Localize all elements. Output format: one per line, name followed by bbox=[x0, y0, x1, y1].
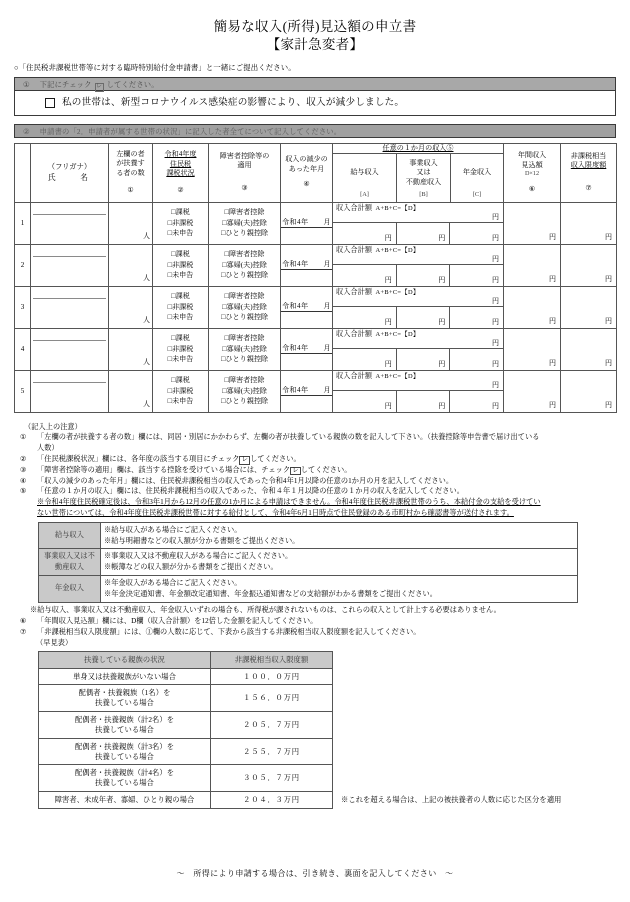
decrease-year-month-cell[interactable] bbox=[281, 202, 333, 244]
hayami-row bbox=[39, 668, 583, 685]
household-income-table bbox=[14, 143, 617, 413]
checkbox-option[interactable]: □非課税 bbox=[167, 385, 194, 395]
income-total-label: 収入合計額 A+B+C=【D】 bbox=[336, 329, 420, 338]
checkbox-option[interactable]: □未申告 bbox=[167, 312, 194, 322]
note-6-text: 「年間収入見込額」欄には、D欄（収入合計額）を12倍した金額を記入してください。 bbox=[37, 617, 318, 626]
header-limit bbox=[561, 143, 617, 202]
page-title: 簡易な収入(所得)見込額の申立書 bbox=[213, 19, 417, 34]
deduction-checkboxes[interactable] bbox=[209, 328, 281, 370]
header-annual-l1: 年間収入 bbox=[517, 151, 547, 160]
dependents-count-cell[interactable] bbox=[109, 244, 153, 286]
header-business-l1: 事業収入 bbox=[409, 158, 438, 167]
salary-input[interactable] bbox=[333, 223, 397, 244]
name-input-cell[interactable] bbox=[31, 328, 109, 370]
table-row bbox=[15, 244, 617, 286]
name-input-cell[interactable] bbox=[31, 370, 109, 412]
hayami-row bbox=[39, 792, 583, 809]
table-body bbox=[15, 202, 617, 412]
name-input-cell[interactable] bbox=[31, 286, 109, 328]
page-subtitle: 【家計急変者】 bbox=[266, 37, 364, 53]
main-table-wrap bbox=[14, 143, 616, 413]
monthly-income-cell[interactable] bbox=[333, 328, 504, 370]
unit-nin: 人 bbox=[143, 315, 150, 324]
yen-unit: 円 bbox=[438, 359, 446, 368]
section1-number: ① bbox=[23, 79, 30, 89]
salary-input[interactable] bbox=[333, 391, 397, 412]
header-limit-mark: ⑦ bbox=[585, 183, 592, 192]
yen-unit: 円 bbox=[492, 233, 499, 242]
hayami-head bbox=[39, 651, 583, 668]
income-kind-label: 給与収入 bbox=[39, 522, 101, 549]
income-kind-row bbox=[39, 549, 578, 576]
note-6-num: ⑥ bbox=[20, 617, 27, 626]
header-business-mark: [B] bbox=[419, 190, 428, 198]
yen-unit: 円 bbox=[384, 275, 392, 284]
year-month-text: 令和4年 月 bbox=[281, 260, 332, 271]
footer-note: ～ 所得により申請する場合は、引き続き、裏面を記入してください ～ bbox=[14, 864, 616, 884]
note-1-num: ① bbox=[20, 433, 27, 442]
check-mark-icon: レ bbox=[292, 466, 299, 474]
yen-unit: 円 bbox=[492, 380, 500, 389]
hayami-label: （早見表） bbox=[36, 638, 73, 647]
row-number: 1 bbox=[15, 202, 31, 244]
hayami-note bbox=[333, 685, 583, 712]
year-month-text: 令和4年 月 bbox=[281, 218, 332, 229]
yen-unit: 円 bbox=[492, 338, 500, 347]
section2-text: 申請書の「2．申請者が属する世帯の状況」に記入した者全てについて記入してください。 bbox=[39, 126, 342, 136]
header-deduction bbox=[209, 143, 281, 202]
checkbox-option[interactable]: □未申告 bbox=[167, 228, 194, 238]
salary-input[interactable] bbox=[333, 265, 397, 286]
pension-income-input[interactable] bbox=[450, 391, 503, 412]
hayami-row bbox=[39, 765, 583, 792]
note-7-text: 「非課税相当収入限度額」には、①欄の人数に応じて、下表から該当する非課税相当収入限度額を記入してください。 bbox=[37, 628, 421, 637]
table-row bbox=[15, 370, 617, 412]
yen-unit: 円 bbox=[492, 317, 499, 326]
header-annual-mark: ⑥ bbox=[528, 184, 536, 193]
row-number: 4 bbox=[15, 328, 31, 370]
header-decrease-month bbox=[281, 143, 333, 202]
checkbox-option[interactable]: □寡婦(夫)控除 bbox=[222, 301, 267, 311]
salary-input[interactable] bbox=[333, 307, 397, 328]
title-block bbox=[0, 0, 630, 54]
year-month-text: 令和4年 月 bbox=[281, 302, 332, 313]
hayami-row bbox=[39, 712, 583, 739]
dependents-count-cell[interactable] bbox=[109, 286, 153, 328]
yen-unit: 円 bbox=[605, 400, 613, 409]
hayami-amount: ２０５．７万円 bbox=[211, 712, 333, 739]
unit-nin: 人 bbox=[143, 357, 150, 366]
deduction-checkboxes[interactable] bbox=[209, 286, 281, 328]
tax-status-checkboxes[interactable] bbox=[153, 202, 209, 244]
tax-status-checkboxes[interactable] bbox=[153, 244, 209, 286]
hayami-body bbox=[39, 668, 583, 808]
checkbox-option[interactable]: □障害者控除 bbox=[224, 248, 265, 258]
tax-exempt-limit-input[interactable] bbox=[561, 286, 617, 328]
income-kind-desc bbox=[101, 549, 578, 576]
hayami-status: 配偶者・扶養親族（計3名）を 扶養している場合 bbox=[39, 738, 211, 765]
check-mark-icon: レ bbox=[241, 455, 249, 463]
check-glyph-icon: レ bbox=[96, 83, 103, 90]
deduction-checkboxes[interactable] bbox=[209, 202, 281, 244]
annual-income-input[interactable] bbox=[504, 328, 561, 370]
income-kind-line: ※給与収入がある場合にご記入ください。 bbox=[104, 525, 242, 534]
note-5-text: 「任意の１か月の収入」欄には、住民税非課税相当の収入であった、令和４年１月以降の任意の１か月の収入を記入してください。 bbox=[37, 487, 464, 496]
header-tax-status-l1: 令和4年度 bbox=[164, 150, 197, 159]
notes-heading: （記入上の注意） bbox=[24, 422, 82, 431]
yen-unit: 円 bbox=[492, 296, 500, 305]
tax-status-checkboxes[interactable] bbox=[153, 328, 209, 370]
yen-unit: 円 bbox=[605, 232, 613, 241]
checkbox-option[interactable]: □未申告 bbox=[167, 270, 194, 280]
header-limit-l2: 収入限度額 bbox=[570, 161, 607, 170]
business-income-input[interactable] bbox=[397, 265, 451, 286]
yen-unit: 円 bbox=[384, 359, 392, 368]
business-income-input[interactable] bbox=[397, 223, 451, 244]
hayami-table bbox=[38, 651, 583, 809]
checkbox-option[interactable]: □非課税 bbox=[167, 217, 194, 227]
income-kind-row bbox=[39, 522, 578, 549]
checkbox-option[interactable]: □課税 bbox=[171, 206, 190, 216]
income-kind-line: ※年金収入がある場合にご記入ください。 bbox=[104, 578, 242, 587]
hayami-status: 単身又は扶養親族がいない場合 bbox=[39, 668, 211, 685]
decrease-year-month-cell[interactable] bbox=[281, 328, 333, 370]
income-kind-label: 年金収入 bbox=[39, 575, 101, 602]
yen-unit: 円 bbox=[384, 233, 392, 242]
header-decrease-month-mark: ④ bbox=[303, 180, 310, 189]
business-income-input[interactable] bbox=[397, 391, 451, 412]
checkbox-option[interactable]: □寡婦(夫)控除 bbox=[222, 343, 267, 353]
decrease-year-month-cell[interactable] bbox=[281, 370, 333, 412]
name-input-cell[interactable] bbox=[31, 202, 109, 244]
section1-text-b: してください。 bbox=[106, 79, 159, 89]
note-5-underline-2: ない世帯については、令和4年度住民税非課税世帯に対する給付として、令和4年6月1日時点で住民登録のある市町村から確認書等が送付されます。 bbox=[37, 508, 514, 517]
note-item-3 bbox=[20, 465, 616, 476]
monthly-income-cell[interactable] bbox=[333, 286, 504, 328]
note-3-text-a: 「障害者控除等の適用」欄は、該当する控除を受けている場合には、チェック bbox=[37, 465, 291, 474]
note-item-7 bbox=[20, 627, 616, 638]
header-deduction-mark: ③ bbox=[241, 183, 248, 192]
year-month-text: 令和4年 月 bbox=[281, 386, 332, 397]
income-kind-body bbox=[39, 522, 578, 602]
header-name: 氏 名 bbox=[47, 172, 92, 182]
checkbox-option[interactable]: □未申告 bbox=[167, 354, 194, 364]
tax-exempt-limit-input[interactable] bbox=[561, 328, 617, 370]
checkbox-option[interactable]: □非課税 bbox=[167, 343, 194, 353]
checkbox-option[interactable]: □課税 bbox=[171, 374, 190, 384]
monthly-income-cell[interactable] bbox=[333, 370, 504, 412]
note-item-5 bbox=[20, 486, 616, 518]
lead-note: ○「住民税非課税世帯等に対する臨時特別給付金申請書」と一緒にご提出ください。 bbox=[14, 63, 296, 73]
yen-unit: 円 bbox=[549, 358, 557, 367]
note-1-text: 「左欄の者が扶養する者の数」欄には、同居・別居にかかわらず、左欄の者が扶養している親族の数を記入して下さい。（扶養控除等申告書で届け出ている bbox=[37, 433, 540, 442]
header-row-1 bbox=[15, 143, 617, 153]
dependents-count-cell[interactable] bbox=[109, 370, 153, 412]
tax-exempt-limit-input[interactable] bbox=[561, 370, 617, 412]
header-salary-label: 給与収入 bbox=[350, 168, 379, 177]
income-kind-desc bbox=[101, 575, 578, 602]
income-kind-label: 事業収入又は不動産収入 bbox=[39, 549, 101, 576]
checkbox-option[interactable]: □課税 bbox=[171, 332, 190, 342]
income-total-row[interactable] bbox=[333, 287, 503, 307]
hayami-status: 配偶者・扶養親族（計4名）を 扶養している場合 bbox=[39, 765, 211, 792]
checkbox-option[interactable]: □非課税 bbox=[167, 301, 194, 311]
note-item-1 bbox=[20, 432, 616, 454]
hayami-status: 障害者、未成年者、寡婦、ひとり親の場合 bbox=[39, 792, 211, 809]
pension-income-input[interactable] bbox=[450, 223, 503, 244]
dependents-count-cell[interactable] bbox=[109, 202, 153, 244]
header-furigana: （フリガナ） bbox=[47, 161, 92, 171]
yen-unit: 円 bbox=[384, 317, 392, 326]
hayami-note bbox=[333, 712, 583, 739]
kind-footnote: ※給与収入、事業収入又は不動産収入、年金収入いずれの場合も、所得税が課されないものは、これらの収入として計上する必要はありません。 bbox=[30, 605, 501, 614]
income-total-row[interactable] bbox=[333, 203, 503, 223]
pension-income-input[interactable] bbox=[450, 265, 503, 286]
statement-text: 私の世帯は、新型コロナウイルス感染症の影響により、収入が減少しました。 bbox=[62, 96, 405, 108]
header-dependents-mark: ① bbox=[127, 186, 134, 195]
yen-unit: 円 bbox=[438, 317, 446, 326]
pension-income-input[interactable] bbox=[450, 349, 503, 370]
note-item-4 bbox=[20, 476, 616, 487]
section2-number: ② bbox=[23, 126, 30, 136]
header-annual-formula: D×12 bbox=[524, 170, 540, 178]
note-2-text-b: してください。 bbox=[250, 454, 301, 463]
note-2-text-a: 「住民税課税状況」欄には、各年度の該当する項目にチェック bbox=[37, 454, 240, 463]
header-dependents-label: 左欄の者が扶養する者の数 bbox=[116, 149, 145, 177]
yen-unit: 円 bbox=[384, 401, 392, 410]
tax-status-checkboxes[interactable] bbox=[153, 286, 209, 328]
note-5-underline-1: ※令和4年度住民税確定後は、令和3年1月から12月の任意の1か月による申請はできません。令和4年度住民税非課税世帯のうち、本給付金の支給を受けてい bbox=[37, 498, 541, 507]
checkbox-option[interactable]: □障害者控除 bbox=[224, 290, 265, 300]
deduction-checkboxes[interactable] bbox=[209, 370, 281, 412]
checkbox-option[interactable]: □非課税 bbox=[167, 259, 194, 269]
checkbox-option[interactable]: □ひとり親控除 bbox=[220, 270, 269, 280]
income-total-row[interactable] bbox=[333, 329, 503, 349]
year-month-text: 令和4年 月 bbox=[281, 344, 332, 355]
yen-unit: 円 bbox=[492, 401, 499, 410]
hayami-header-status: 扶養している親族の状況 bbox=[39, 651, 211, 668]
income-kind-table bbox=[38, 522, 578, 603]
header-limit-l1: 非課税相当 bbox=[570, 151, 607, 160]
note-4-num: ④ bbox=[20, 476, 27, 485]
section2-bar bbox=[14, 124, 616, 138]
income-kind-line: ※年金決定通知書、年金額改定通知書、年金振込通知書などの支給額がわかる書類をご提出ください。 bbox=[104, 589, 437, 598]
row-number: 5 bbox=[15, 370, 31, 412]
header-salary-mark: [A] bbox=[360, 190, 369, 198]
hayami-note: ※これを超える場合は、上記の被扶養者の人数に応じた区分を適用 bbox=[341, 795, 562, 805]
hayami-header-amount: 非課税相当収入限度額 bbox=[211, 651, 333, 668]
annual-income-input[interactable] bbox=[504, 370, 561, 412]
yen-unit: 円 bbox=[438, 401, 446, 410]
yen-unit: 円 bbox=[438, 275, 446, 284]
dependents-count-cell[interactable] bbox=[109, 328, 153, 370]
statement-checkbox[interactable] bbox=[45, 98, 55, 108]
note-7-num: ⑦ bbox=[20, 628, 27, 637]
annual-income-input[interactable] bbox=[504, 202, 561, 244]
yen-unit: 円 bbox=[549, 400, 557, 409]
unit-nin: 人 bbox=[143, 273, 150, 282]
hayami-amount: ３０５．７万円 bbox=[211, 765, 333, 792]
notes-section bbox=[14, 422, 616, 809]
annual-income-input[interactable] bbox=[504, 244, 561, 286]
checkbox-option[interactable]: □障害者控除 bbox=[224, 206, 265, 216]
hayami-amount: １００．０万円 bbox=[211, 668, 333, 685]
hayami-header-row bbox=[39, 651, 583, 668]
checkbox-option[interactable]: □ひとり親控除 bbox=[220, 228, 269, 238]
header-optional-income: 任意の１か月の収入⑤ bbox=[333, 143, 504, 153]
hayami-row bbox=[39, 738, 583, 765]
yen-unit: 円 bbox=[492, 275, 499, 284]
header-salary bbox=[333, 153, 397, 202]
note-4-text: 「収入の減少のあった年月」欄には、住民税非課税相当の収入であった令和4年1月以降の任意の1か月の月を記入してください。 bbox=[37, 476, 454, 485]
hayami-note bbox=[333, 765, 583, 792]
income-total-label: 収入合計額 A+B+C=【D】 bbox=[336, 287, 420, 296]
unit-nin: 人 bbox=[143, 231, 150, 240]
checkbox-option[interactable]: □ひとり親控除 bbox=[220, 396, 269, 406]
tax-status-checkboxes[interactable] bbox=[153, 370, 209, 412]
header-tax-status-mark: ② bbox=[177, 185, 184, 194]
income-kind-row bbox=[39, 575, 578, 602]
header-business-l3: 不動産収入 bbox=[405, 178, 442, 186]
checkbox-option[interactable]: □課税 bbox=[171, 290, 190, 300]
hayami-status: 配偶者・扶養親族（計2名）を 扶養している場合 bbox=[39, 712, 211, 739]
header-pension-label: 年金収入 bbox=[462, 168, 492, 177]
checkbox-option[interactable]: □障害者控除 bbox=[224, 374, 265, 384]
row-number: 3 bbox=[15, 286, 31, 328]
annual-income-input[interactable] bbox=[504, 286, 561, 328]
yen-unit: 円 bbox=[492, 212, 500, 221]
header-pension-mark: [C] bbox=[472, 190, 482, 198]
checkbox-option[interactable]: □課税 bbox=[171, 248, 190, 258]
header-business-l2: 又は bbox=[416, 168, 431, 177]
checkbox-option[interactable]: □未申告 bbox=[167, 396, 194, 406]
yen-unit: 円 bbox=[549, 274, 557, 283]
tax-exempt-limit-input[interactable] bbox=[561, 244, 617, 286]
income-kind-line: ※帳簿などの収入額が分かる書類をご提出ください。 bbox=[104, 563, 278, 572]
pension-income-input[interactable] bbox=[450, 307, 503, 328]
business-income-input[interactable] bbox=[397, 349, 451, 370]
hayami-status: 配偶者・扶養親族（1名）を 扶養している場合 bbox=[39, 685, 211, 712]
checkbox-option[interactable]: □寡婦(夫)控除 bbox=[222, 385, 267, 395]
note-1-cont: 人数） bbox=[37, 444, 59, 453]
yen-unit: 円 bbox=[492, 359, 499, 368]
header-dependents bbox=[109, 143, 153, 202]
header-deduction-label: 障害者控除等の適用 bbox=[219, 151, 270, 170]
note-3-num: ③ bbox=[20, 465, 27, 474]
income-total-label: 収入合計額 A+B+C=【D】 bbox=[336, 245, 420, 254]
deduction-checkboxes[interactable] bbox=[209, 244, 281, 286]
yen-unit: 円 bbox=[438, 233, 446, 242]
name-input-cell[interactable] bbox=[31, 244, 109, 286]
hayami-note bbox=[333, 738, 583, 765]
table-row bbox=[15, 286, 617, 328]
hayami-amount: １５６．０万円 bbox=[211, 685, 333, 712]
decrease-year-month-cell[interactable] bbox=[281, 244, 333, 286]
table-row bbox=[15, 202, 617, 244]
statement-box[interactable] bbox=[14, 91, 616, 116]
note-item-2 bbox=[20, 454, 616, 465]
income-kind-desc bbox=[101, 522, 578, 549]
yen-unit: 円 bbox=[605, 274, 613, 283]
note-5-num: ⑤ bbox=[20, 487, 27, 496]
yen-unit: 円 bbox=[549, 316, 557, 325]
header-name-cell bbox=[31, 143, 109, 202]
checkbox-option[interactable]: □ひとり親控除 bbox=[220, 354, 269, 364]
salary-input[interactable] bbox=[333, 349, 397, 370]
header-tax-status-l2: 住民税 bbox=[169, 159, 192, 168]
note-item-6 bbox=[20, 616, 616, 627]
yen-unit: 円 bbox=[492, 254, 500, 263]
monthly-income-cell[interactable] bbox=[333, 202, 504, 244]
hayami-row bbox=[39, 685, 583, 712]
table-head bbox=[15, 143, 617, 202]
unit-nin: 人 bbox=[143, 399, 150, 408]
row-number: 2 bbox=[15, 244, 31, 286]
income-total-label: 収入合計額 A+B+C=【D】 bbox=[336, 203, 420, 212]
yen-unit: 円 bbox=[605, 316, 613, 325]
header-annual-income bbox=[504, 143, 561, 202]
header-pension bbox=[451, 153, 504, 202]
section1-text-a: 下記にチェック bbox=[39, 79, 92, 89]
decrease-year-month-cell[interactable] bbox=[281, 286, 333, 328]
table-row bbox=[15, 328, 617, 370]
note-3-text-b: してください。 bbox=[300, 465, 352, 474]
checkbox-option[interactable]: □寡婦(夫)控除 bbox=[222, 217, 267, 227]
header-business bbox=[397, 153, 451, 202]
tax-exempt-limit-input[interactable] bbox=[561, 202, 617, 244]
header-tax-status-l3: 課税状況 bbox=[166, 169, 195, 178]
yen-unit: 円 bbox=[549, 232, 557, 241]
income-kind-line: ※事業収入又は不動産収入がある場合にご記入ください。 bbox=[104, 552, 293, 561]
income-total-row[interactable] bbox=[333, 371, 503, 391]
section1-bar bbox=[14, 77, 616, 91]
header-decrease-month-label: 収入の減少のあった年月 bbox=[285, 155, 328, 173]
monthly-income-cell[interactable] bbox=[333, 244, 504, 286]
yen-unit: 円 bbox=[605, 358, 613, 367]
checkbox-option[interactable]: □寡婦(夫)控除 bbox=[222, 259, 267, 269]
header-rownum bbox=[15, 143, 31, 202]
hayami-amount: ２５５．７万円 bbox=[211, 738, 333, 765]
business-income-input[interactable] bbox=[397, 307, 451, 328]
income-total-row[interactable] bbox=[333, 245, 503, 265]
header-annual-l2: 見込額 bbox=[521, 160, 543, 169]
checkbox-option[interactable]: □ひとり親控除 bbox=[220, 312, 269, 322]
income-kind-line: ※給与明細書などの収入額が分かる書類をご提出ください。 bbox=[104, 536, 300, 545]
income-total-label: 収入合計額 A+B+C=【D】 bbox=[336, 371, 420, 380]
note-2-num: ② bbox=[20, 454, 27, 463]
hayami-note bbox=[333, 668, 583, 685]
header-tax-status bbox=[153, 143, 209, 202]
checkbox-option[interactable]: □障害者控除 bbox=[224, 332, 265, 342]
hayami-amount: ２０４．３万円 bbox=[211, 792, 333, 809]
